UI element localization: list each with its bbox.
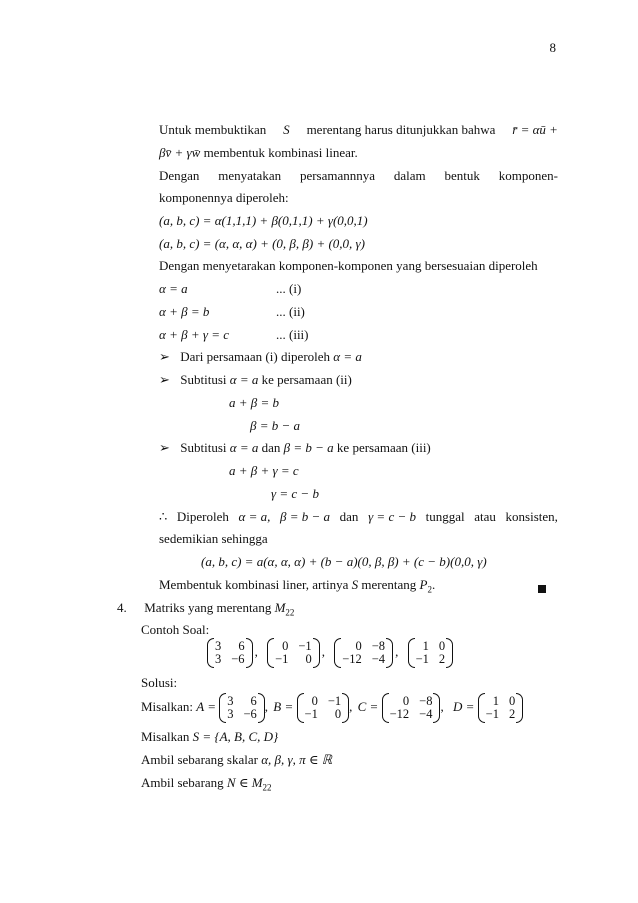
set-definition xyxy=(141,729,278,745)
matrix-name-A: A = xyxy=(196,699,216,714)
dengan-word-3: persamannnya xyxy=(299,168,376,183)
menyetarakan-line: Dengan menyetarakan komponen-komponen yang bersesuaian diperoleh xyxy=(159,258,538,273)
matrix-1 xyxy=(207,638,253,668)
matrix-cell: 0 xyxy=(508,694,516,709)
section-number: 4. xyxy=(117,600,127,615)
intro-S: S xyxy=(283,122,290,137)
matrix-cell: −12 xyxy=(389,707,410,722)
conclusion-line-2: sedemikian sehingga xyxy=(159,531,268,546)
matrix-cell: −4 xyxy=(371,652,386,667)
intro-text-2: merentang harus ditunjukkan bahwa xyxy=(306,122,496,137)
final-end: . xyxy=(431,577,436,592)
conclusion-part-8: konsisten, xyxy=(505,509,558,524)
matrix-cell: 0 xyxy=(282,639,289,654)
section-4-heading xyxy=(117,600,294,621)
bullet-3-eq-1: α = a xyxy=(229,440,259,455)
matrix-cell: 0 xyxy=(311,694,318,709)
equation-1: (a, b, c) = α(1,1,1) + β(0,1,1) + γ(0,0,1) xyxy=(159,213,368,228)
bullet-3-rest: ke persamaan (iii) xyxy=(336,440,431,455)
matrix-cell: 3 xyxy=(215,639,222,654)
matrix-cell: −8 xyxy=(419,694,433,709)
matrix-cell: 3 xyxy=(227,707,234,722)
conclusion-final xyxy=(159,577,435,598)
matrix-C xyxy=(382,693,441,723)
system-tag-1: ... (i) xyxy=(276,281,302,296)
arbitrary-text: Ambil sebarang xyxy=(141,775,224,790)
conclusion-part-6: tunggal xyxy=(425,509,465,524)
scalar-text: Ambil sebarang skalar xyxy=(141,752,258,767)
system-tag-2: ... (ii) xyxy=(276,304,305,319)
intro-text-3: membentuk kombinasi linear. xyxy=(203,145,358,160)
matrix-cell: −1 xyxy=(327,694,342,709)
dengan-line-2: komponennya diperoleh: xyxy=(159,190,289,205)
matrix-cell: 0 xyxy=(438,639,446,654)
matrix-cell: 3 xyxy=(215,652,222,667)
scalar-eq: α, β, γ, π ∈ ℝ xyxy=(261,752,333,767)
scalar-line xyxy=(141,752,332,768)
bullet-3-step-2: γ = c − b xyxy=(271,486,319,501)
matrix-cell: 2 xyxy=(438,652,446,667)
end-of-proof-square xyxy=(538,581,546,597)
bullet-2-step-1: a + β = b xyxy=(229,395,280,410)
matrix-cell: 2 xyxy=(508,707,516,722)
matrix-cell: −4 xyxy=(419,707,433,722)
matrix-cell: −6 xyxy=(243,707,257,722)
system-eq-3: α + β + γ = c xyxy=(159,327,230,342)
matrix-2 xyxy=(267,638,320,668)
matrix-cell: −1 xyxy=(298,639,312,654)
matrix-cell: 1 xyxy=(422,639,429,654)
final-text: Membentuk kombinasi liner, artinya xyxy=(159,577,349,592)
bullet-3-step-1: a + β + γ = c xyxy=(229,463,299,478)
matrix-name-C: C = xyxy=(357,699,379,714)
system-eq-2: α + β = b xyxy=(159,304,210,319)
final-P-sub: 2 xyxy=(427,584,432,595)
dengan-word-5: bentuk xyxy=(444,168,480,183)
matrix-cell: −12 xyxy=(342,652,362,667)
matrix-cell: 1 xyxy=(492,694,499,709)
contoh-soal-label: Contoh Soal: xyxy=(141,622,210,637)
system-eq-1: α = a xyxy=(159,281,188,296)
matrix-D xyxy=(478,693,524,723)
matrix-cell: −1 xyxy=(415,652,429,667)
matrix-cell: 0 xyxy=(402,694,410,709)
example-matrices: 3 6 3 −6 , 0 −1 −1 0 , 0 −8 −12 −4 , 1 0 −1 2 xyxy=(207,637,453,668)
matrix-cell: 0 xyxy=(355,639,362,654)
bullet-3-text: Subtitusi xyxy=(180,440,227,455)
final-S: S xyxy=(351,577,359,592)
conclusion-part-2: α = a, xyxy=(238,509,271,524)
bullet-3-eq-2: β = b − a xyxy=(283,440,334,455)
matrix-cell: 6 xyxy=(238,639,245,654)
bullet-3-dan: dan xyxy=(261,440,281,455)
system-tag-3: ... (iii) xyxy=(276,327,309,342)
dengan-word-6: komponen- xyxy=(498,168,558,183)
section-title: Matriks yang merentang xyxy=(144,600,272,615)
section-title-M: M xyxy=(274,600,286,615)
arbitrary-eq: N ∈ M xyxy=(226,775,263,790)
therefore-symbol: ∴ xyxy=(159,509,168,524)
final-P: P xyxy=(419,577,428,592)
matrix-A xyxy=(219,693,265,723)
conclusion-part-3: β = b − a xyxy=(280,509,331,524)
bullet-1-text: Dari persamaan (i) diperoleh xyxy=(180,349,331,364)
misalkan-label: Misalkan: xyxy=(141,699,193,714)
matrix-3 xyxy=(334,638,393,668)
set-text: Misalkan xyxy=(141,729,190,744)
bullet-3 xyxy=(159,440,431,456)
dengan-word-4: dalam xyxy=(393,168,426,183)
matrix-name-D: D = xyxy=(452,699,475,714)
conclusion-part-4: dan xyxy=(339,509,359,524)
page-number: 8 xyxy=(549,40,556,55)
matrix-cell: −1 xyxy=(275,652,289,667)
arrow-bullet-icon: ➢ xyxy=(159,349,170,364)
matrix-cell: −6 xyxy=(231,652,245,667)
matrix-cell: −8 xyxy=(371,639,386,654)
arbitrary-sub: 22 xyxy=(262,782,272,793)
final-mid: merentang xyxy=(361,577,417,592)
set-eq: S = {A, B, C, D} xyxy=(192,729,279,744)
intro-text-1: Untuk membuktikan xyxy=(159,122,267,137)
bullet-2-text: Subtitusi xyxy=(180,372,227,387)
bullet-1-eq: α = a xyxy=(333,349,362,364)
matrix-cell: −1 xyxy=(304,707,318,722)
dengan-word-1: Dengan xyxy=(159,168,200,183)
matrix-4 xyxy=(408,638,454,668)
intro-line-1 xyxy=(159,122,558,138)
arrow-bullet-icon: ➢ xyxy=(159,372,170,387)
arrow-bullet-icon: ➢ xyxy=(159,440,170,455)
bullet-2 xyxy=(159,372,352,388)
intro-eq-2: βv̄ + γw̄ xyxy=(159,145,201,160)
conclusion-equation: (a, b, c) = a(α, α, α) + (b − a)(0, β, β) + (c − b)(0,0, γ) xyxy=(201,554,487,569)
arbitrary-matrix-line xyxy=(141,775,272,796)
bullet-2-step-2: β = b − a xyxy=(250,418,301,433)
intro-eq-1: r̄ = αū + xyxy=(512,122,558,137)
matrix-cell: 0 xyxy=(305,652,312,667)
matrix-cell: 0 xyxy=(334,707,342,722)
misalkan-line: Misalkan: A = 3 6 3 −6 , B = 0 −1 −1 0 , C = 0 −8 −12 −4 , D = 1 0 −1 2 xyxy=(141,692,523,723)
bullet-1 xyxy=(159,349,362,365)
equation-2: (a, b, c) = (α, α, α) + (0, β, β) + (0,0, γ) xyxy=(159,236,366,251)
conclusion-part-1: Diperoleh xyxy=(176,509,229,524)
conclusion-part-7: atau xyxy=(474,509,496,524)
section-title-sub: 22 xyxy=(285,607,295,618)
matrix-cell: 6 xyxy=(250,694,257,709)
matrix-cell: 3 xyxy=(227,694,234,709)
conclusion-part-5: γ = c − b xyxy=(368,509,416,524)
bullet-2-rest: ke persamaan (ii) xyxy=(261,372,352,387)
conclusion-line xyxy=(159,509,558,525)
intro-line-2 xyxy=(159,145,358,161)
matrix-name-B: B = xyxy=(273,699,294,714)
bullet-2-eq: α = a xyxy=(229,372,259,387)
matrix-B xyxy=(297,693,350,723)
solusi-label: Solusi: xyxy=(141,675,178,690)
dengan-line xyxy=(159,168,558,184)
dengan-word-2: menyatakan xyxy=(218,168,282,183)
matrix-cell: −1 xyxy=(485,707,499,722)
